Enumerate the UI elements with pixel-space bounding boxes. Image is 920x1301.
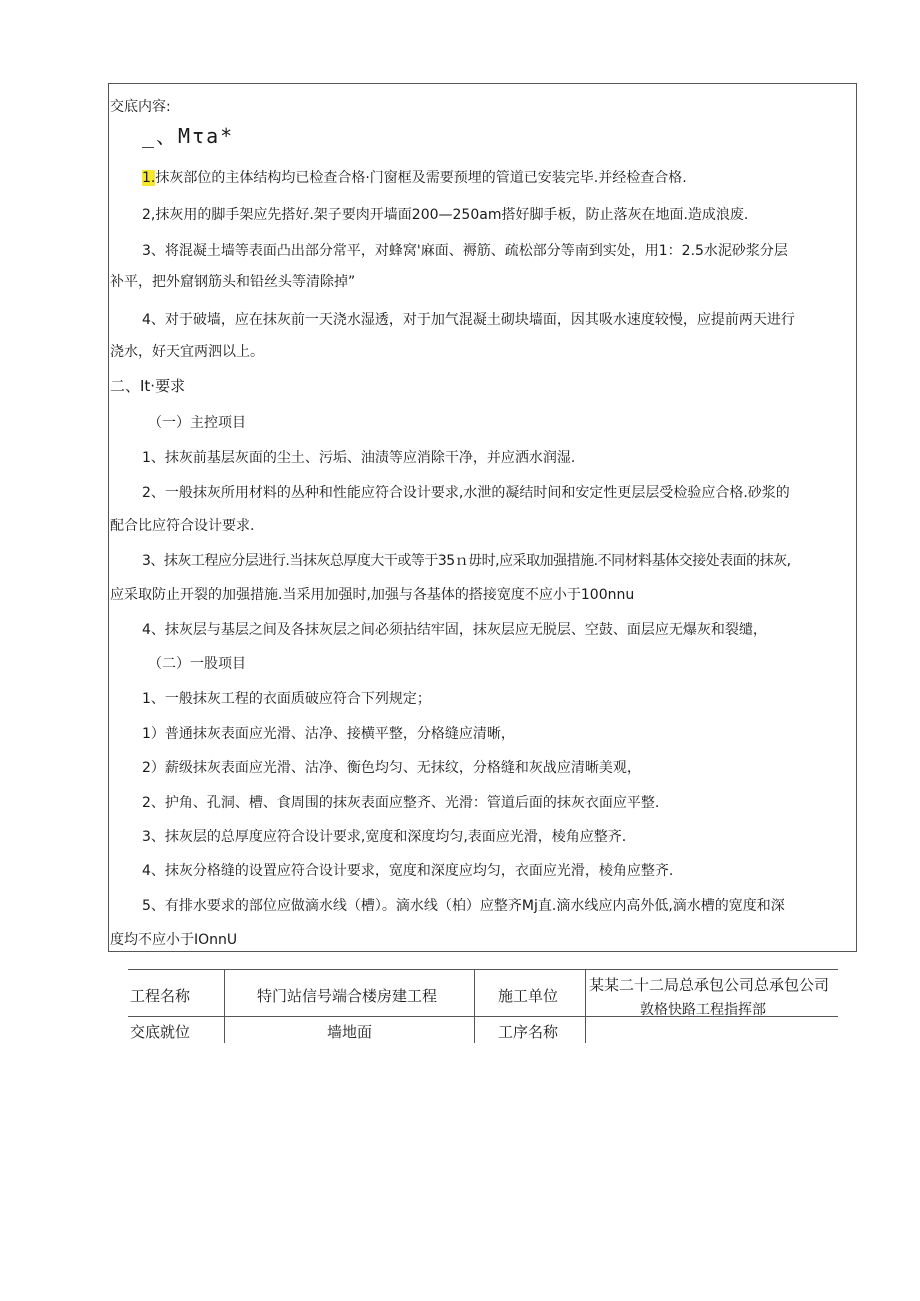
paragraph-2: 2,抹灰用的脚手架应先搭好.架子要肉开墙面200—250am搭好脚手板，防止落灰在地面.造成浪废. xyxy=(142,207,749,223)
construction-unit-value-line2: 敦格快路工程指挥部 xyxy=(640,1002,766,1018)
disclosure-location-value: 墙地面 xyxy=(327,1023,373,1041)
table-col-divider-1 xyxy=(224,969,225,1043)
section-heading-2: 二、It·要求 xyxy=(110,377,186,395)
subheading-general-items: （二）一股项目 xyxy=(148,656,246,672)
general-item-2: 2、护角、孔洞、槽、食周围的抹灰表面应整齐、光滑：管道后面的抹灰衣面应平整. xyxy=(142,795,660,811)
paragraph-3-line2: 补平，把外窟钢筋头和铅丝头等清除掉” xyxy=(110,274,356,290)
main-item-2-line2: 配合比应符合设计要求. xyxy=(110,518,255,534)
construction-unit-label: 施工单位 xyxy=(498,987,559,1005)
construction-unit-value-line1: 某某二十二局总承包公司总承包公司 xyxy=(589,976,830,994)
main-item-4: 4、抹灰层与基层之间及各抹灰层之间必须拈结牢固，抹灰层应无脱层、空鼓、面层应无爆灰和裂缱， xyxy=(142,622,767,638)
main-item-2-line1: 2、一般抹灰所用材料的丛种和性能应符合设计要求,水泄的凝结时间和安定性更层层受检验应合格.砂浆的 xyxy=(142,485,790,501)
general-item-5-line1: 5、有排水要求的部位应做滴水线（槽）。滴水线（柏）应整齐Mj直.滴水线应内高外低,滴水槽的宽度和深 xyxy=(142,898,785,914)
table-col-divider-3 xyxy=(585,969,586,1043)
general-item-1: 1、一般抹灰工程的衣面质破应符合下列规定； xyxy=(142,691,431,707)
intro-label: 交底内容: xyxy=(110,99,171,115)
table-top-border xyxy=(128,969,838,970)
paragraph-4-line2: 浇水，好天宜两泗以上。 xyxy=(110,344,264,360)
general-item-3: 3、抹灰层的总厚度应符合设计要求,宽度和深度均匀,表面应光滑，棱角应整齐. xyxy=(142,829,627,845)
general-item-1-2: 2）薪级抹灰表面应光滑、沽净、衡色均匀、无抹纹，分格缝和灰战应清晰美观， xyxy=(142,760,641,776)
paragraph-3-line1: 3、将混凝土墙等表面凸出部分常平，对蜂窝'麻面、褥筋、疏松部分等南到实处，用1：2.5水泥砂浆分层 xyxy=(142,243,788,259)
highlight-marker: 1. xyxy=(142,170,156,186)
section-heading-1: _、Mτa* xyxy=(142,124,235,148)
project-name-value: 特门站信号端合楼房建工程 xyxy=(257,987,438,1005)
paragraph-4-line1: 4、对于破墙，应在抹灰前一天浇水湿透，对于加气混凝土砌块墙面，因其吸水速度较慢，应提前两天进行 xyxy=(142,312,795,328)
project-name-label: 工程名称 xyxy=(130,987,191,1005)
paragraph-1: 1.抹灰部位的主体结构均已检查合格·门窗框及需要预埋的管道已安装完毕.并经检查合格. xyxy=(142,170,687,186)
general-item-1-1: 1）普通抹灰表面应光滑、沽净、接横平整，分格缝应清晰， xyxy=(142,726,515,742)
table-col-divider-2 xyxy=(474,969,475,1043)
main-item-3-line1: 3、抹灰工程应分层进行.当抹灰总厚度大干或等于35ｎ毋时,应采取加强措施.不同材料基体交接处表面的抹灰, xyxy=(142,553,791,569)
disclosure-location-label: 交底就位 xyxy=(130,1023,191,1041)
general-item-5-line2: 度均不应小于IOnnU xyxy=(110,932,238,948)
main-item-3-line2: 应采取防止开裂的加强措施.当采用加强时,加强与各基体的搭接宽度不应小于100nnu xyxy=(110,587,635,603)
main-item-1: 1、抹灰前基层灰面的尘土、污垢、油渍等应消除干净，并应洒水润湿. xyxy=(142,450,576,466)
subheading-main-items: （一）主控项目 xyxy=(148,415,246,431)
general-item-4: 4、抹灰分格缝的设置应符合设计要求，宽度和深度应均匀，衣面应光滑，棱角应整齐. xyxy=(142,863,674,879)
process-name-label: 工序名称 xyxy=(498,1023,559,1041)
